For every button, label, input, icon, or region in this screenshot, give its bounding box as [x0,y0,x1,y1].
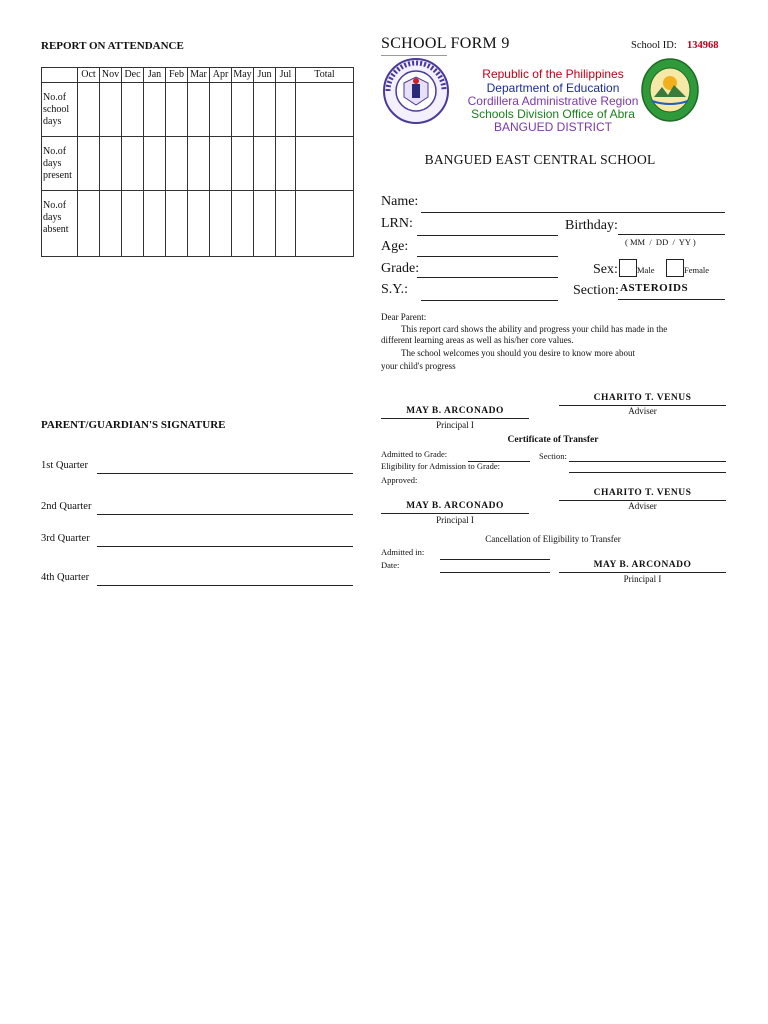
row-label-line: absent [43,224,69,235]
month-header: Jun [254,68,276,83]
eligibility-label: Eligibility for Admission to Grade: [381,461,500,471]
month-header: Mar [188,68,210,83]
principal-signature-line-2[interactable] [381,513,529,514]
attendance-cell[interactable] [78,83,100,137]
birthday-format-hint: ( MM / DD / YY ) [625,237,696,247]
transfer-section-label: Section: [539,451,567,461]
attendance-cell[interactable] [188,191,210,257]
attendance-cell[interactable] [254,83,276,137]
month-header: Oct [78,68,100,83]
attendance-cell[interactable] [122,83,144,137]
letter-line-3: The school welcomes you should you desire to know more about [401,348,635,358]
attendance-header-row [42,68,354,83]
adviser-role-2: Adviser [628,501,657,511]
row-label-line: days [43,212,62,223]
letter-line-2: different learning areas as well as his/her core values. [381,335,574,345]
principal-role-2: Principal I [436,515,474,525]
attendance-cell[interactable] [276,191,296,257]
section-label: Section: [573,283,619,298]
quarter-1-signature-line[interactable] [97,473,353,474]
header-line-text: Cordillera Administrative Region [467,94,639,108]
attendance-cell[interactable] [100,83,122,137]
month-header: Jan [144,68,166,83]
principal-signature-line[interactable] [381,418,529,419]
attendance-cell[interactable] [276,137,296,191]
attendance-cell[interactable] [296,137,354,191]
attendance-cell[interactable] [144,137,166,191]
quarter-3-signature-line[interactable] [97,546,353,547]
attendance-cell[interactable] [122,191,144,257]
row-label-line: days [43,158,62,169]
header-line-text: BANGUED DISTRICT [493,120,612,134]
attendance-corner-cell [42,68,78,83]
transfer-section-field[interactable] [569,461,726,462]
attendance-cell[interactable] [144,191,166,257]
header-line-text: Schools Division Office of Abra [471,107,635,121]
row-label-line: No.of [43,200,67,211]
cancellation-date-label: Date: [381,560,400,570]
adviser-role: Adviser [628,406,657,416]
cancellation-title: Cancellation of Eligibility to Transfer [485,534,621,544]
row-label [42,191,78,257]
month-header: Jul [276,68,296,83]
header-line-deped [453,81,653,95]
attendance-cell[interactable] [254,137,276,191]
principal-role-3: Principal I [623,574,662,584]
month-header: Feb [166,68,188,83]
name-field[interactable] [421,212,725,213]
quarter-label-1: 1st Quarter [41,460,88,471]
form-title-underline [381,55,447,56]
male-checkbox[interactable] [619,259,637,277]
attendance-cell[interactable] [166,191,188,257]
header-line-division [453,107,653,121]
attendance-cell[interactable] [296,191,354,257]
header-line-text: Republic of the Philippines [482,67,624,81]
quarter-2-signature-line[interactable] [97,514,353,515]
birthday-field[interactable] [618,234,725,235]
quarter-label-2: 2nd Quarter [41,501,92,512]
attendance-cell[interactable] [166,137,188,191]
admitted-in-field[interactable] [440,559,550,560]
deped-seal-icon [382,57,450,125]
attendance-cell[interactable] [296,83,354,137]
section-field[interactable] [618,299,725,300]
attendance-title: REPORT ON ATTENDANCE [41,40,184,52]
age-label: Age: [381,239,409,254]
parent-signature-title: PARENT/GUARDIAN'S SIGNATURE [41,419,226,431]
quarter-label-4: 4th Quarter [41,572,90,583]
attendance-cell[interactable] [78,191,100,257]
attendance-cell[interactable] [210,191,232,257]
month-header: Nov [100,68,122,83]
attendance-cell[interactable] [122,137,144,191]
grade-field[interactable] [417,277,558,278]
male-label: Male [637,265,655,275]
attendance-cell[interactable] [232,83,254,137]
month-header: May [232,68,254,83]
adviser-name-2: CHARITO T. VENUS [593,488,692,498]
school-name: BANGUED EAST CENTRAL SCHOOL [424,152,656,167]
approved-label: Approved: [381,475,418,485]
total-header: Total [296,68,354,83]
quarter-4-signature-line[interactable] [97,585,353,586]
grade-label: Grade: [381,261,420,276]
letter-line-4: your child's progress [381,361,456,371]
birthday-label: Birthday: [565,218,618,233]
transfer-title: Certificate of Transfer [507,435,599,445]
row-label-line: present [43,170,72,181]
attendance-cell[interactable] [276,83,296,137]
age-field[interactable] [417,256,558,257]
attendance-row-school-days [42,83,354,137]
lrn-label: LRN: [381,216,413,231]
female-label: Female [684,265,710,275]
adviser-name: CHARITO T. VENUS [593,393,692,403]
principal-name-2: MAY B. ARCONADO [406,501,504,511]
letter-line-1: This report card shows the ability and progress your child has made in the [401,324,668,334]
row-label [42,83,78,137]
eligibility-field[interactable] [569,472,726,473]
name-label: Name: [381,194,419,209]
principal-name: MAY B. ARCONADO [406,406,504,416]
header-line-region [453,94,653,108]
lrn-field[interactable] [417,235,558,236]
cancellation-date-field[interactable] [440,572,550,573]
attendance-cell[interactable] [100,191,122,257]
school-id-label: School ID: [631,40,677,51]
month-header: Dec [122,68,144,83]
attendance-cell[interactable] [210,137,232,191]
attendance-cell[interactable] [78,137,100,191]
row-label-line: No.of [43,146,67,157]
principal-signature-line-3[interactable] [559,572,726,573]
row-label-line: No.of [43,92,67,103]
attendance-row-days-absent [42,191,354,257]
header-line-text: Department of Education [486,81,620,95]
month-header: Apr [210,68,232,83]
sex-label: Sex: [593,262,618,277]
row-label-line: school [43,104,70,115]
admitted-in-label: Admitted in: [381,547,425,557]
attendance-table [41,67,354,257]
principal-name-3: MAY B. ARCONADO [593,560,692,570]
attendance-cell[interactable] [232,191,254,257]
attendance-cell[interactable] [254,191,276,257]
school-id-value: 134968 [687,40,719,51]
sy-field[interactable] [421,300,558,301]
admitted-grade-label: Admitted to Grade: [381,449,448,459]
header-line-republic [453,67,653,81]
section-value: ASTEROIDS [620,282,689,294]
quarter-label-3: 3rd Quarter [41,533,90,544]
form-title: SCHOOL FORM 9 [381,35,510,52]
sy-label: S.Y.: [381,282,408,297]
attendance-cell[interactable] [232,137,254,191]
header-line-district [453,120,653,134]
attendance-cell[interactable] [188,83,210,137]
letter-salutation: Dear Parent: [381,312,427,322]
attendance-cell[interactable] [188,137,210,191]
principal-role: Principal I [436,420,474,430]
attendance-cell[interactable] [166,83,188,137]
attendance-cell[interactable] [144,83,166,137]
attendance-row-days-present [42,137,354,191]
row-label-line: days [43,116,62,127]
female-checkbox[interactable] [666,259,684,277]
attendance-cell[interactable] [100,137,122,191]
attendance-cell[interactable] [210,83,232,137]
row-label [42,137,78,191]
